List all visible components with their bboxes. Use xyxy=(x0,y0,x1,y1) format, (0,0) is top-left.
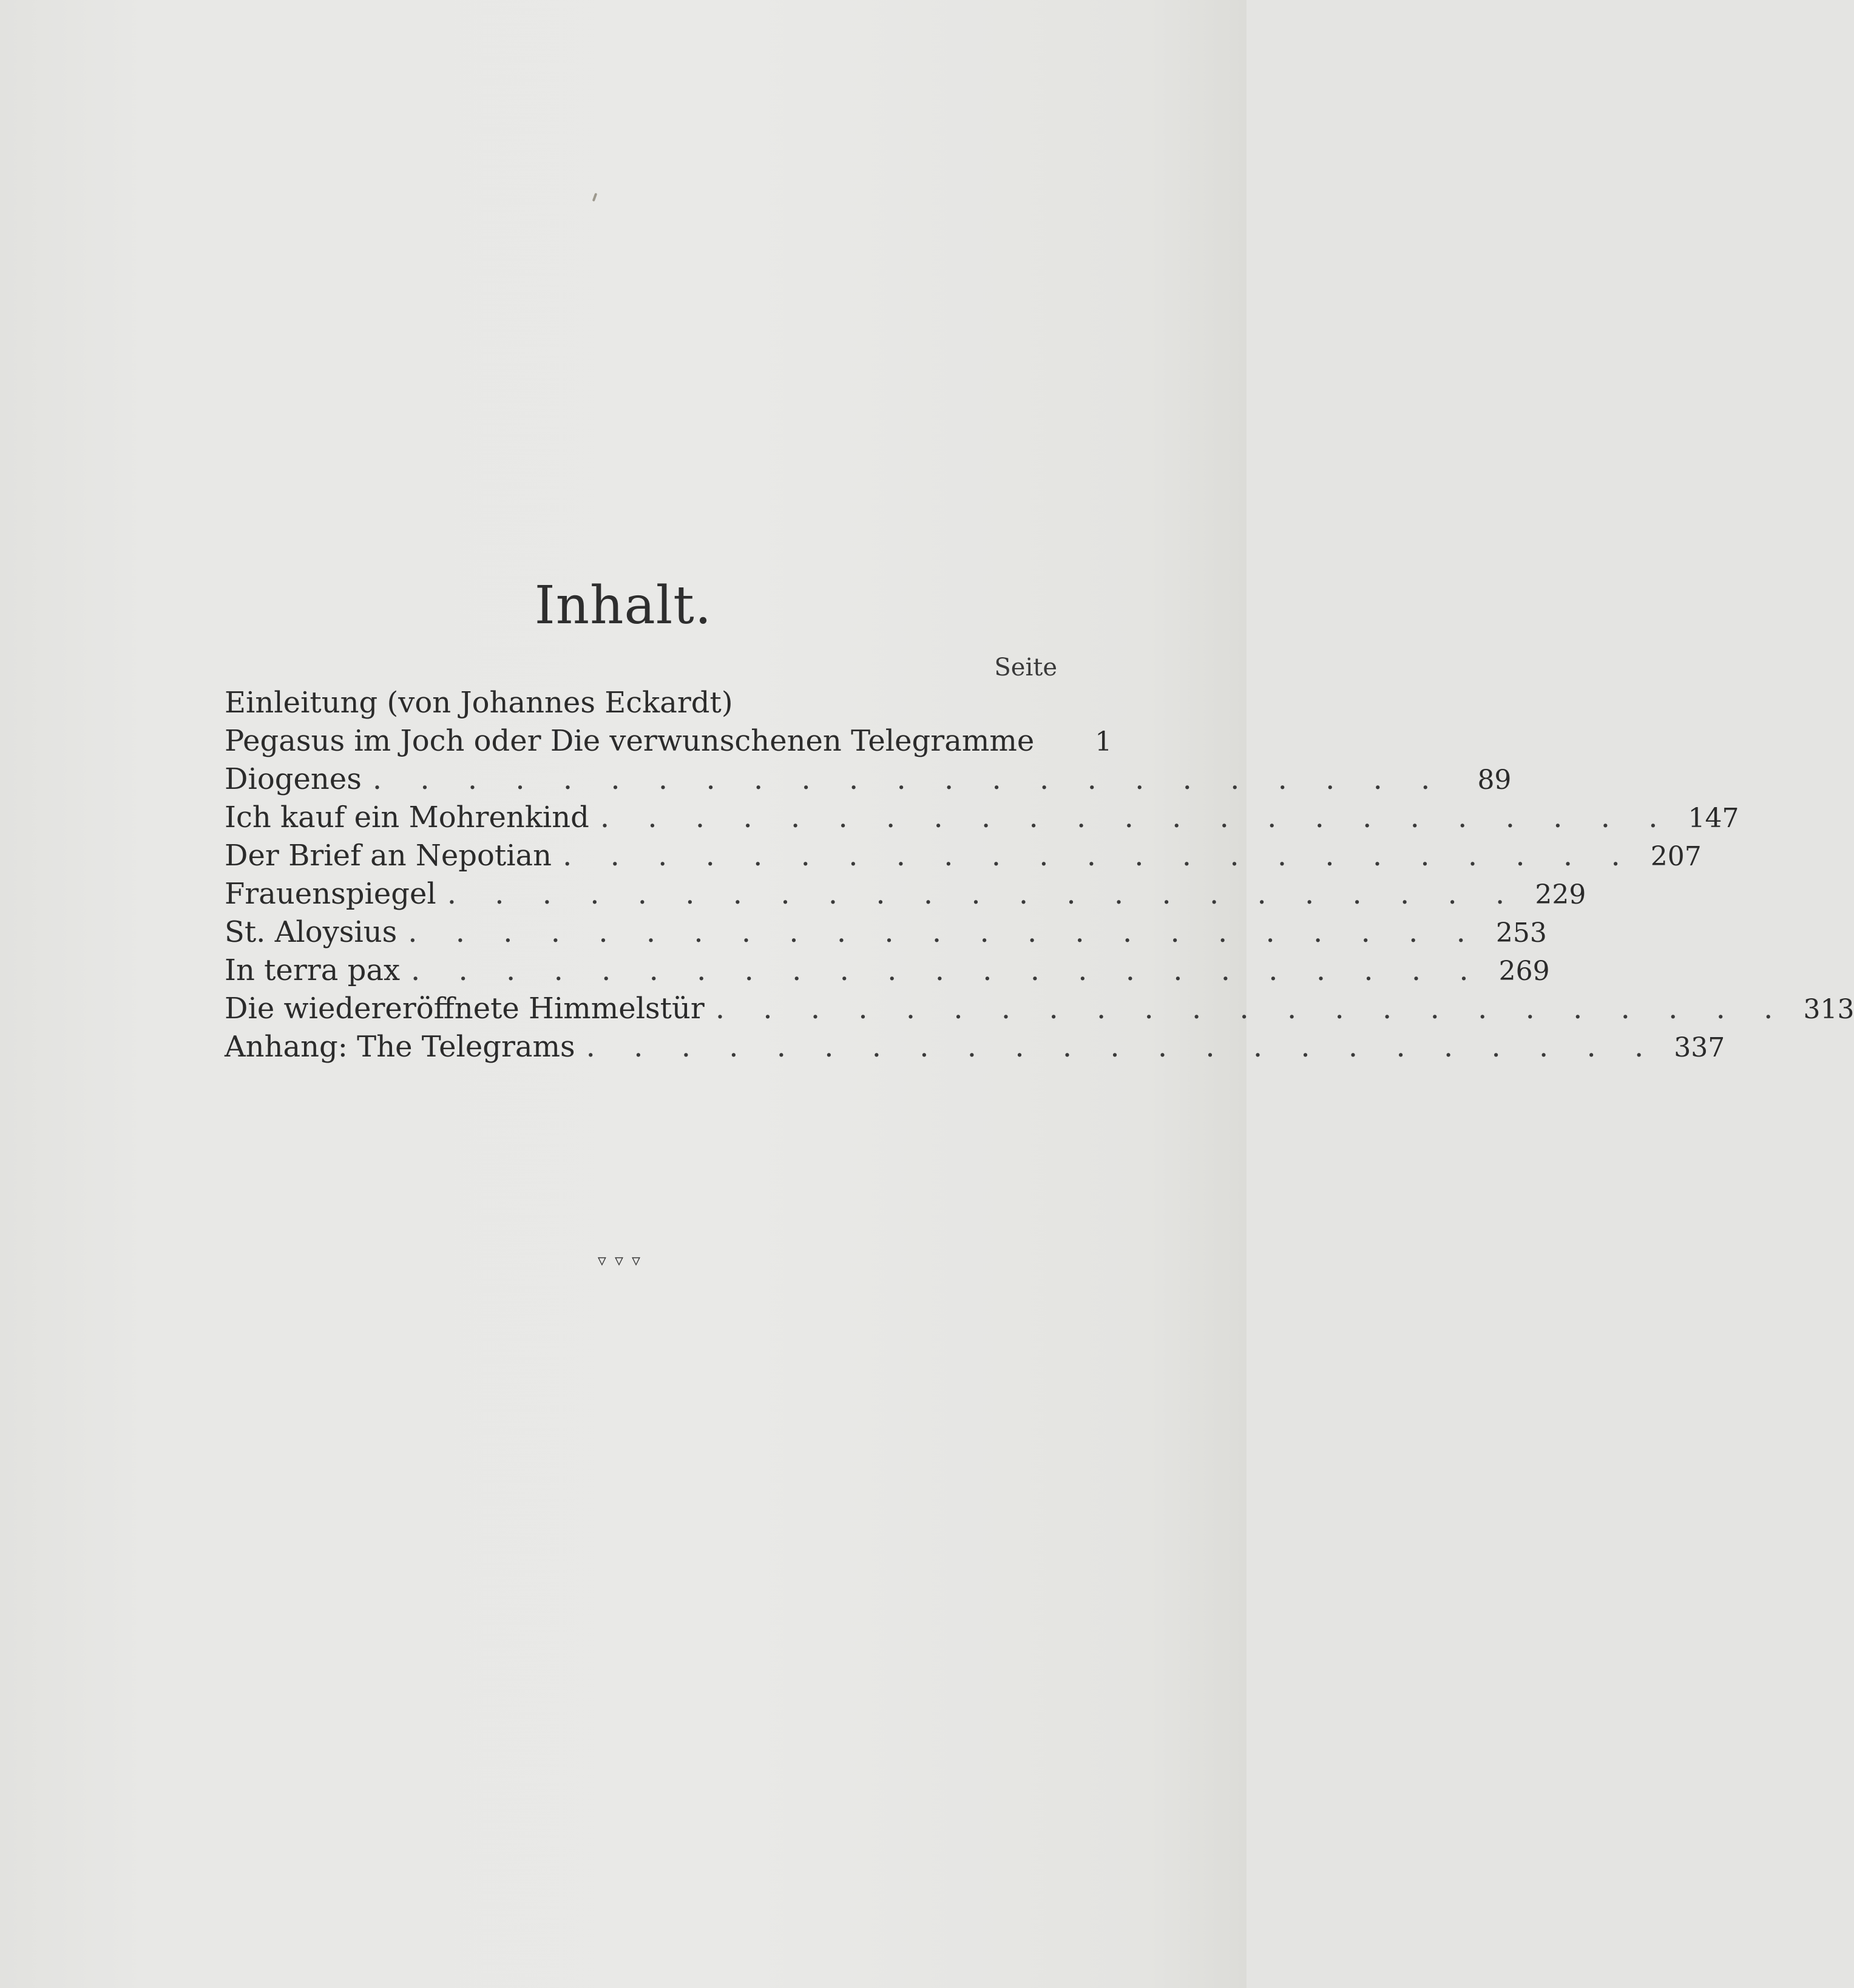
toc-entry-page: 229 xyxy=(1535,879,1586,910)
toc-leader-dots: . . . . . . . . . . . . . . . . . . . . . . . xyxy=(411,953,1483,987)
paper-speck xyxy=(592,193,598,202)
toc-leader-dots: . . . . . . . . . . . . . . . . . . . . . . . xyxy=(447,877,1520,911)
toc-entry-page: 1 xyxy=(1095,726,1112,757)
toc-leader-dots: . . . . . . . . . . . . . . . . . . . . . . . xyxy=(715,992,1788,1026)
toc-entry xyxy=(225,722,1112,760)
toc-entry-title: St. Aloysius xyxy=(225,915,398,949)
toc-leader-dots: . . . . . . . . . . . . . . . . . . . . . . . xyxy=(586,1030,1659,1064)
toc-leader-dots: . . . . . . . . . . . . . . . . . . . . . . . xyxy=(408,915,1480,949)
table-of-contents xyxy=(225,684,1854,1066)
triangle-ornament-icon: ▿▿▿ xyxy=(597,1250,649,1270)
toc-leader-dots: . . . . . . . . . . . . . . . . . . . . . . . xyxy=(372,762,1445,796)
toc-entry-title: Diogenes xyxy=(225,762,362,796)
toc-entry xyxy=(225,990,1854,1028)
toc-entry-title: Anhang: The Telegrams xyxy=(225,1030,575,1064)
toc-entry-page: 337 xyxy=(1674,1032,1725,1063)
toc-leader-dots: . . . . . . . . . . . . . . . . . . . . . . . xyxy=(563,839,1635,873)
toc-entry-title: Ich kauf ein Mohrenkind xyxy=(225,800,589,834)
toc-entry-title: Pegasus im Joch oder Die verwunschenen Telegramme xyxy=(225,724,1035,758)
page-column-label: Seite xyxy=(994,654,1057,681)
toc-entry xyxy=(225,760,1512,799)
toc-entry-page: 89 xyxy=(1477,765,1512,796)
toc-entry-title: Der Brief an Nepotian xyxy=(225,839,552,873)
toc-entry xyxy=(225,913,1547,952)
toc-entry xyxy=(225,684,1057,722)
page-title: Inhalt. xyxy=(534,575,712,636)
toc-entry-page: 313 xyxy=(1803,994,1854,1025)
toc-leader-dots: . . . . . . . . . . . . . . . . . . . . . . . xyxy=(600,800,1673,834)
toc-entry-title: Frauenspiegel xyxy=(225,877,436,911)
toc-entry-page: 147 xyxy=(1688,803,1739,834)
toc-entry xyxy=(225,837,1702,875)
toc-entry-page: 207 xyxy=(1650,841,1702,872)
toc-entry xyxy=(225,1028,1725,1066)
toc-entry-title: In terra pax xyxy=(225,953,401,987)
toc-entry-title: Die wiedereröffnete Himmelstür xyxy=(225,992,705,1026)
toc-entry-title: Einleitung (von Johannes Eckardt) xyxy=(225,686,733,720)
toc-entry-page: 269 xyxy=(1498,956,1550,987)
toc-entry xyxy=(225,799,1739,837)
toc-entry xyxy=(225,875,1586,913)
toc-entry xyxy=(225,952,1550,990)
toc-entry-page: 253 xyxy=(1495,918,1547,948)
